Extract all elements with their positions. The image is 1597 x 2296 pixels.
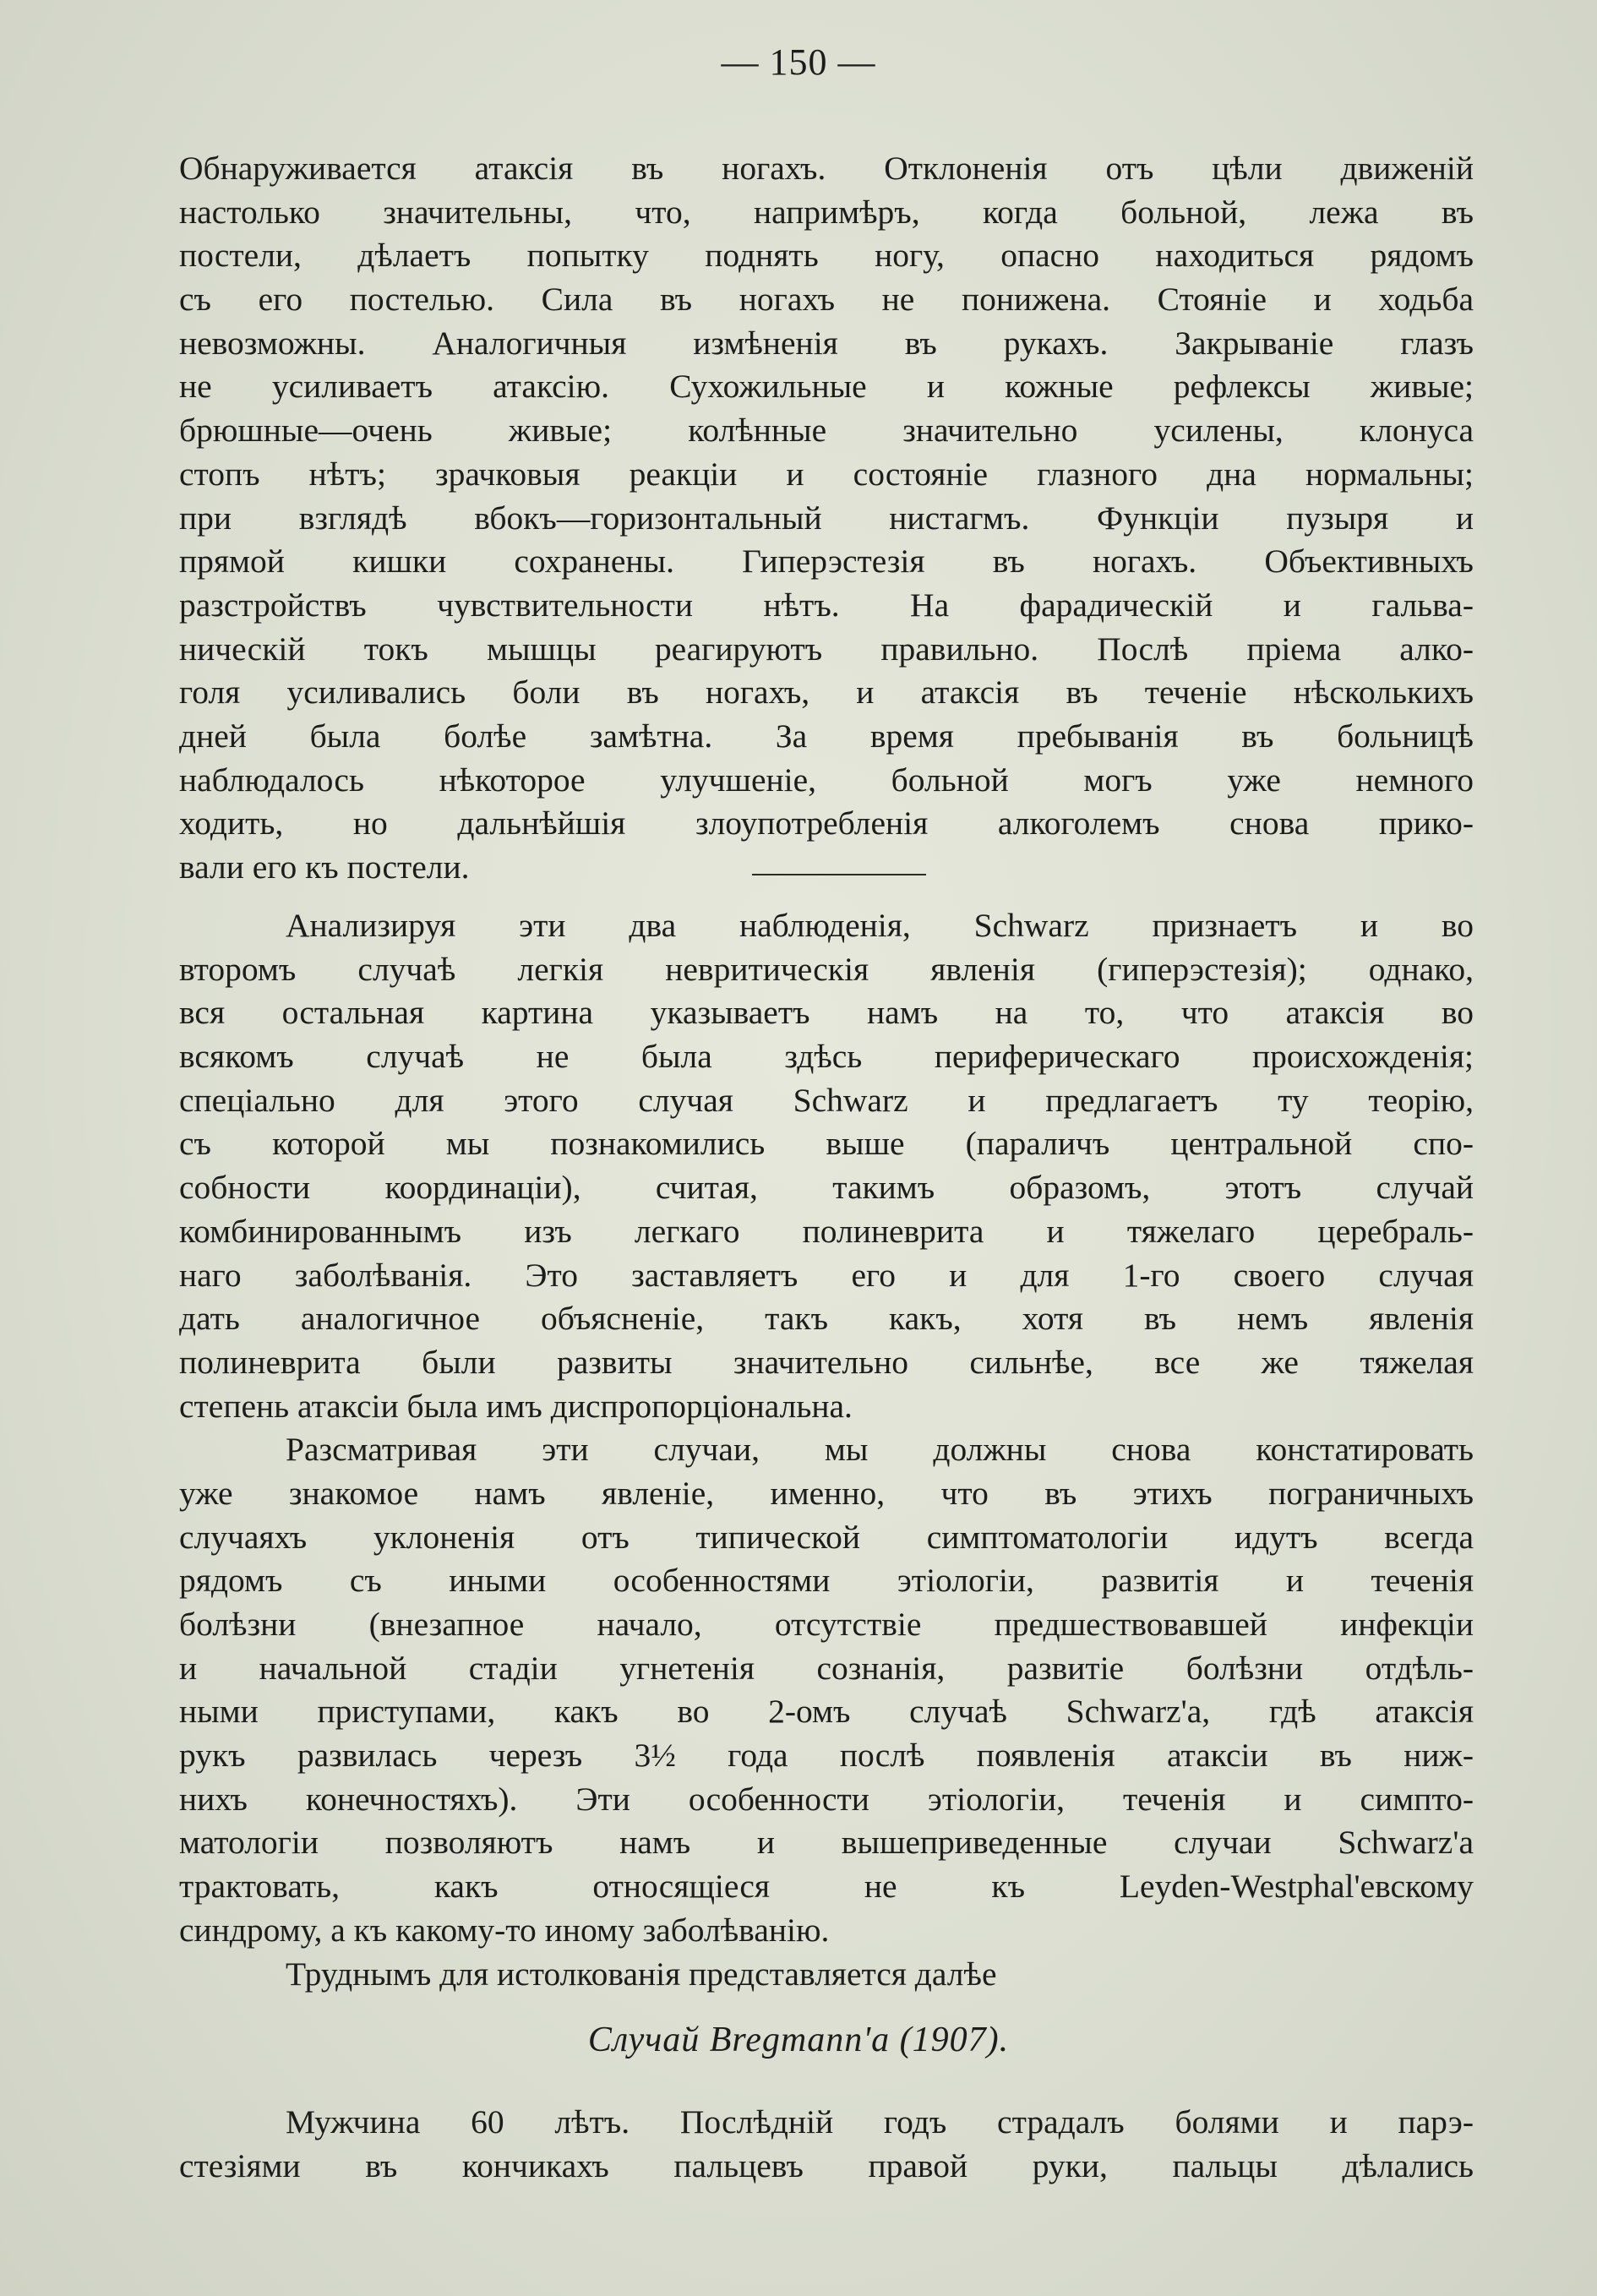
section-heading: Случай Bregmann'a (1907).	[587, 2021, 1010, 2059]
text-line: болѣзни (внезапное начало, отсутствіе предшествовавшей инфекціи	[179, 1606, 1474, 1643]
text-line: не усиливаетъ атаксію. Сухожильные и кожные рефлексы живые;	[179, 368, 1474, 406]
text-line: случаяхъ уклоненія отъ типической симптоматологіи идутъ всегда	[179, 1518, 1474, 1556]
text-line: рядомъ съ иными особенностями этіологіи, развитія и теченія	[179, 1562, 1474, 1600]
text-line: прямой кишки сохранены. Гиперэстезія въ ногахъ. Объективныхъ	[179, 543, 1474, 581]
text-line: постели, дѣлаетъ попытку поднять ногу, опасно находиться рядомъ	[179, 237, 1474, 275]
text-line: синдрому, а къ какому-то иному заболѣванію.	[179, 1911, 830, 1949]
text-line: степень атаксіи была имъ диспропорціональна.	[179, 1387, 853, 1425]
text-line: Обнаруживается атаксія въ ногахъ. Отклоненія отъ цѣли движеній	[179, 150, 1474, 187]
text-line: Мужчина 60 лѣтъ. Послѣдній годъ страдалъ болями и парэ-	[286, 2103, 1474, 2141]
text-line: собности координаціи), считая, такимъ образомъ, этотъ случай	[179, 1169, 1474, 1207]
text-line: ходить, но дальнѣйшія злоупотребленія алкоголемъ снова прико-	[179, 804, 1474, 843]
text-line: Труднымъ для истолкованія представляется далѣе	[286, 1955, 997, 1993]
text-line: и начальной стадіи угнетенія сознанія, развитіе болѣзни отдѣль-	[179, 1649, 1474, 1687]
text-line: брюшные—очень живые; колѣнные значительно усилены, клонуса	[179, 412, 1474, 450]
text-line: настолько значительны, что, напримѣръ, когда больной, лежа въ	[179, 193, 1474, 231]
text-line: вся остальная картина указываетъ намъ на то, что атаксія во	[179, 994, 1474, 1032]
text-line: всякомъ случаѣ не была здѣсь периферическаго происхожденія;	[179, 1038, 1474, 1076]
text-line: матологіи позволяютъ намъ и вышеприведенные случаи Schwarz'a	[179, 1824, 1474, 1862]
text-line: невозможны. Аналогичныя измѣненія въ рукахъ. Закрываніе глазъ	[179, 324, 1474, 362]
text-line: нихъ конечностяхъ). Эти особенности этіологіи, теченія и симпто-	[179, 1780, 1474, 1818]
paragraph-analysis	[179, 904, 1474, 1996]
text-line: Разсматривая эти случаи, мы должны снова констатировать	[286, 1431, 1474, 1469]
text-line: ническій токъ мышцы реагируютъ правильно. Послѣ пріема алко-	[179, 630, 1474, 668]
text-line: наблюдалось нѣкоторое улучшеніе, больной могъ уже немного	[179, 761, 1474, 799]
text-line: трактовать, какъ относящіеся не къ Leyden-Westphal'евскому	[179, 1868, 1474, 1906]
text-line: вали его къ постели.	[179, 848, 470, 886]
text-line: при взглядѣ вбокъ—горизонтальный нистагмъ. Функціи пузыря и	[179, 499, 1474, 537]
paragraph-bregmann-case	[179, 2101, 1474, 2188]
text-line: разстройствъ чувствительности нѣтъ. На фарадическій и гальва-	[179, 586, 1474, 624]
text-line: съ которой мы познакомились выше (параличъ центральной спо-	[179, 1125, 1474, 1163]
text-line: рукъ развилась черезъ 3½ года послѣ появленія атаксіи въ ниж-	[179, 1737, 1474, 1775]
paragraph-case-description	[179, 147, 1474, 890]
text-line: ными приступами, какъ во 2-омъ случаѣ Schwarz'a, гдѣ атаксія	[179, 1693, 1474, 1731]
text-line: второмъ случаѣ легкія невритическія явленія (гиперэстезія); однако,	[179, 950, 1474, 988]
text-line: наго заболѣванія. Это заставляетъ его и для 1-го своего случая	[179, 1256, 1474, 1294]
text-line: стопъ нѣтъ; зрачковыя реакціи и состояніе глазного дна нормальны;	[179, 455, 1474, 493]
text-line: Анализируя эти два наблюденія, Schwarz признаетъ и во	[286, 907, 1474, 944]
text-line: стезіями въ кончикахъ пальцевъ правой руки, пальцы дѣлались	[179, 2146, 1474, 2184]
text-line: полиневрита были развиты значительно сильнѣе, все же тяжелая	[179, 1343, 1474, 1381]
text-line: дней была болѣе замѣтна. За время пребыванія въ больницѣ	[179, 717, 1474, 755]
text-line: уже знакомое намъ явленіе, именно, что въ этихъ пограничныхъ	[179, 1474, 1474, 1512]
section-divider	[752, 874, 926, 875]
page-number: — 150 —	[721, 41, 876, 83]
text-line: съ его постелью. Сила въ ногахъ не понижена. Стояніе и ходьба	[179, 281, 1474, 319]
text-line: комбинированнымъ изъ легкаго полиневрита и тяжелаго церебраль-	[179, 1212, 1474, 1250]
text-line: спеціально для этого случая Schwarz и предлагаетъ ту теорію,	[179, 1081, 1474, 1119]
text-line: дать аналогичное объясненіе, такъ какъ, хотя въ немъ явленія	[179, 1300, 1474, 1338]
text-line: голя усиливались боли въ ногахъ, и атаксія въ теченіе нѣсколькихъ	[179, 674, 1474, 712]
